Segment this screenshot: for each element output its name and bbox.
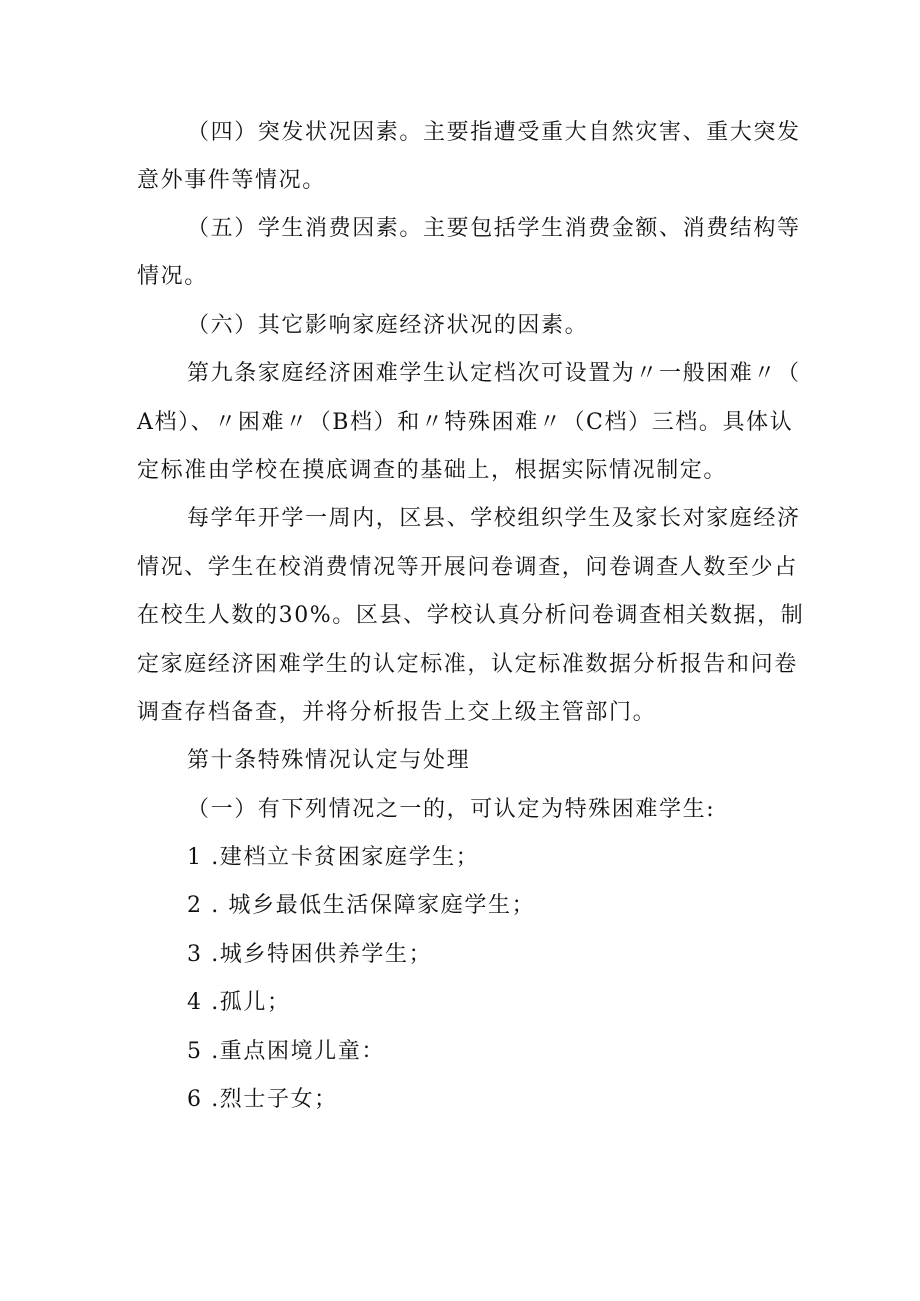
- article-9-line-1: 第九条家庭经济困难学生认定档次可设置为〃一般困难〃（: [187, 361, 801, 386]
- article-10-heading: 第十条特殊情况认定与处理: [187, 748, 471, 773]
- paragraph-5-line-2: 情况。: [137, 264, 208, 289]
- special-case-item-4: 4 .孤儿；: [187, 990, 291, 1015]
- survey-paragraph-line-4: 定家庭经济困难学生的认定标准，认定标准数据分析报告和问卷: [137, 652, 798, 677]
- article-9-line-2: A档）、〃困难〃（B档）和〃特殊困难〃（C档）三档。具体认: [137, 410, 794, 435]
- article-9-line-3: 定标准由学校在摸底调查的基础上，根据实际情况制定。: [137, 458, 728, 483]
- paragraph-6-line-1: （六）其它影响家庭经济状况的因素。: [187, 313, 589, 338]
- special-case-item-6: 6 .烈士子女；: [187, 1087, 338, 1112]
- special-case-item-2: 2 . 城乡最低生活保障家庭学生；: [187, 893, 536, 918]
- special-case-item-5: 5 .重点困境儿童：: [187, 1039, 385, 1064]
- survey-paragraph-line-3: 在校生人数的30%。区县、学校认真分析问卷调查相关数据，制: [137, 603, 805, 628]
- paragraph-5-line-1: （五）学生消费因素。主要包括学生消费金额、消费结构等: [187, 216, 801, 241]
- paragraph-4-line-2: 意外事件等情况。: [137, 168, 326, 193]
- special-case-intro: （一）有下列情况之一的，可认定为特殊困难学生:: [187, 797, 716, 822]
- special-case-item-1: 1 .建档立卡贫困家庭学生；: [187, 845, 480, 870]
- survey-paragraph-line-2: 情况、学生在校消费情况等开展问卷调查，问卷调查人数至少占: [137, 555, 798, 580]
- paragraph-4-line-1: （四）突发状况因素。主要指遭受重大自然灾害、重大突发: [187, 120, 801, 145]
- survey-paragraph-line-5: 调查存档备查，并将分析报告上交上级主管部门。: [137, 700, 657, 725]
- survey-paragraph-line-1: 每学年开学一周内，区县、学校组织学生及家长对家庭经济: [187, 506, 801, 531]
- special-case-item-3: 3 .城乡特困供养学生；: [187, 942, 433, 967]
